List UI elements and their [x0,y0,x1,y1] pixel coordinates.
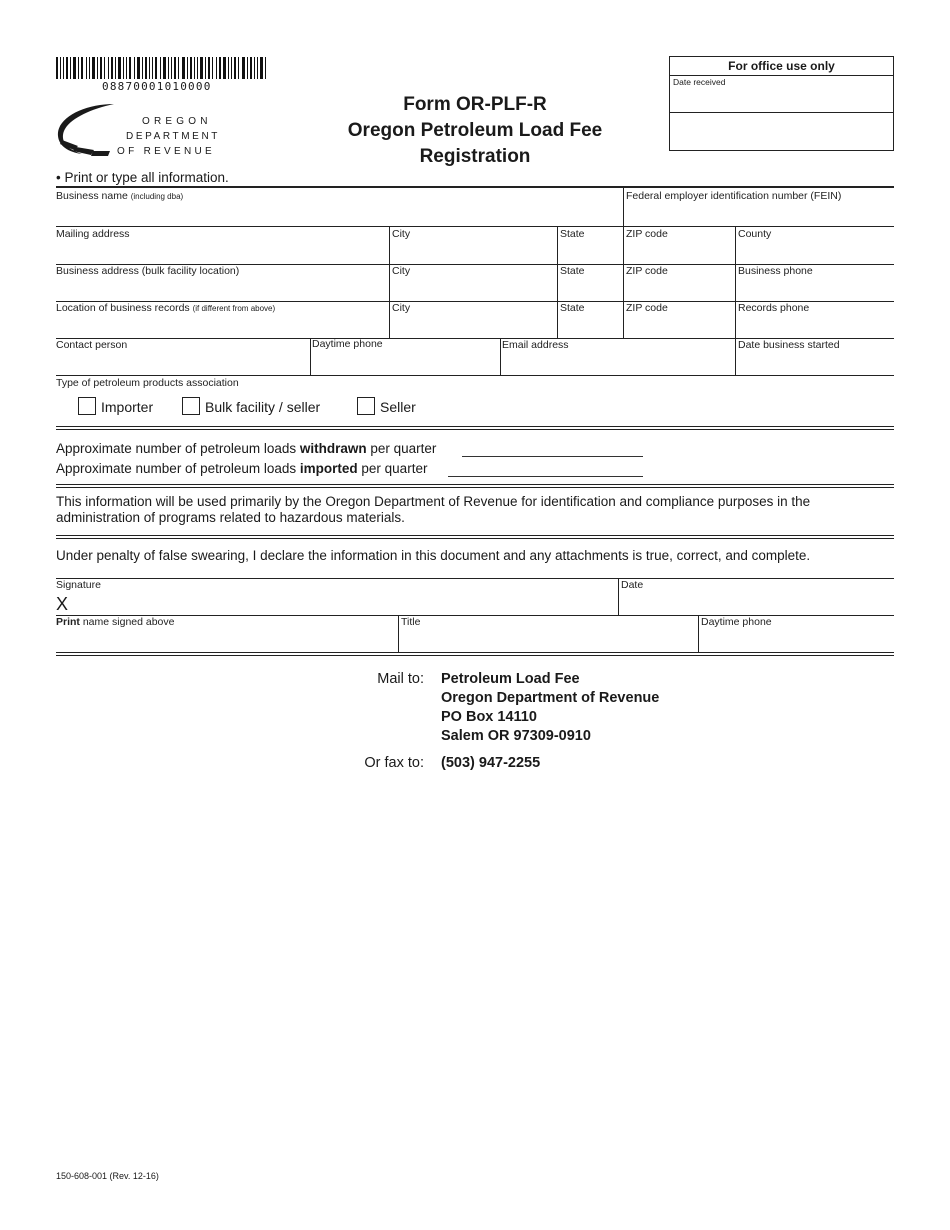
grid-top-rule [56,186,894,188]
business-phone-label: Business phone [738,265,813,277]
form-number: Form OR-PLF-R [403,94,547,115]
divider [310,338,311,376]
records-city-input[interactable] [394,316,554,336]
county-label: County [738,228,772,240]
records-location-input[interactable] [58,316,386,336]
loads-imported-pre: Approximate number of petroleum loads [56,461,300,476]
barcode-number: 08870001010000 [102,80,212,93]
logo-line-oregon: OREGON [142,116,212,127]
business-name-input[interactable] [58,204,618,224]
double-rule-top [56,426,894,427]
form-title-line1: Oregon Petroleum Load Fee [347,120,603,141]
business-state-label: State [560,265,585,277]
print-name-label [56,616,175,628]
divider [500,338,501,376]
mailing-state-input[interactable] [562,242,620,262]
contact-person-label: Contact person [56,339,128,351]
records-location-label [56,302,275,315]
email-input[interactable] [504,353,732,373]
instruction-text: • Print or type all information. [56,170,229,185]
print-name-input[interactable] [58,630,394,650]
mailing-zip-label: ZIP code [626,228,668,240]
mailing-zip-input[interactable] [628,242,732,262]
double-rule-bottom [56,487,894,488]
divider [623,226,624,338]
signer-daytime-phone-label: Daytime phone [701,616,772,628]
bulk-facility-checkbox[interactable] [182,397,200,415]
email-label: Email address [502,339,569,351]
form-revision: 150-608-001 (Rev. 12-16) [56,1171,159,1181]
importer-label: Importer [101,399,154,415]
notice-text: This information will be used primarily by the Oregon Department of Revenue for identification and compliance purposes in the administration of programs related to hazardous materials. [56,494,811,525]
records-location-label-text: Location of business records [56,302,190,314]
records-zip-input[interactable] [628,316,732,336]
mail-line-2: Oregon Department of Revenue [441,690,660,706]
divider [389,226,390,338]
business-address-label: Business address (bulk facility location) [56,265,240,277]
title-input[interactable] [403,630,693,650]
fein-label: Federal employer identification number (FEIN) [626,190,842,202]
business-zip-input[interactable] [628,279,732,299]
fax-label: Or fax to: [364,755,424,771]
office-divider [670,112,893,113]
loads-withdrawn-post: per quarter [366,441,437,456]
fax-number: (503) 947-2255 [441,755,541,771]
mail-to-label: Mail to: [377,671,424,687]
loads-withdrawn-pre: Approximate number of petroleum loads [56,441,300,456]
double-rule-top [56,484,894,485]
records-city-label: City [392,302,411,314]
date-started-label: Date business started [738,339,840,351]
double-rule-bottom [56,655,894,656]
business-zip-label: ZIP code [626,265,668,277]
records-state-input[interactable] [562,316,620,336]
contact-daytime-phone-input[interactable] [314,353,496,373]
loads-imported-bold: imported [299,461,358,476]
divider [557,226,558,338]
title-label: Title [401,616,421,628]
date-started-input[interactable] [740,353,892,373]
contact-person-input[interactable] [58,353,306,373]
mail-line-3: PO Box 14110 [441,709,537,725]
loads-imported-input[interactable] [448,460,642,476]
records-location-note: (if different from above) [192,304,276,313]
divider [623,188,624,226]
business-state-input[interactable] [562,279,620,299]
declaration-text: Under penalty of false swearing, I declare the information in this document and any attachments is true, correct, and complete. [56,548,811,563]
logo-line-department: DEPARTMENT [126,131,220,142]
office-use-box [669,56,894,151]
divider [698,615,699,653]
importer-checkbox[interactable] [78,397,96,415]
double-rule-top [56,535,894,536]
type-association-label: Type of petroleum products association [56,377,239,389]
records-state-label: State [560,302,585,314]
loads-withdrawn-text [56,441,436,457]
signature-label: Signature [56,579,101,591]
fein-input[interactable] [628,204,892,224]
signature-date-label: Date [621,579,644,591]
department-logo [54,100,224,160]
form-title-line2: Registration [419,146,531,167]
business-address-input[interactable] [58,279,386,299]
business-name-note: (including dba) [130,192,184,201]
double-rule-bottom [56,538,894,539]
bulk-facility-label: Bulk facility / seller [205,399,321,415]
seller-checkbox[interactable] [357,397,375,415]
loads-withdrawn-line [462,456,643,457]
barcode-graphic [56,57,268,79]
row-divider [56,226,894,227]
form-title [300,92,650,170]
business-name-label [56,190,183,203]
business-city-input[interactable] [394,279,554,299]
business-name-label-text: Business name [56,190,128,202]
mailing-state-label: State [560,228,585,240]
date-received-label: Date received [673,77,726,87]
signature-input[interactable] [76,594,614,614]
logo-line-of-revenue: OF REVENUE [117,146,216,157]
records-phone-label: Records phone [738,302,810,314]
row-divider [56,375,894,376]
barcode [56,57,268,79]
records-phone-input[interactable] [740,316,892,336]
signature-date-input[interactable] [623,594,891,614]
seller-label: Seller [380,399,416,415]
signature-top-rule [56,578,894,579]
divider [398,615,399,653]
signature-x-mark: X [56,594,69,614]
mailing-city-input[interactable] [394,242,554,262]
double-rule-top [56,652,894,653]
records-zip-label: ZIP code [626,302,668,314]
business-phone-input[interactable] [740,279,892,299]
print-name-label-bold: Print [56,616,80,628]
loads-imported-post: per quarter [357,461,428,476]
mail-line-4: Salem OR 97309-0910 [441,728,591,744]
contact-daytime-phone-label: Daytime phone [312,338,383,350]
office-use-title: For office use only [670,57,893,76]
print-name-label-rest: name signed above [79,616,175,628]
mail-line-1: Petroleum Load Fee [441,671,580,687]
loads-withdrawn-bold: withdrawn [299,441,367,456]
business-city-label: City [392,265,411,277]
signer-daytime-phone-input[interactable] [703,630,891,650]
mailing-address-input[interactable] [58,242,386,262]
loads-imported-text [56,461,427,477]
county-input[interactable] [740,242,892,262]
double-rule-bottom [56,429,894,430]
mailing-city-label: City [392,228,411,240]
divider [618,578,619,615]
loads-imported-line [448,476,643,477]
loads-withdrawn-input[interactable] [462,440,642,456]
mailing-address-label: Mailing address [56,228,130,240]
